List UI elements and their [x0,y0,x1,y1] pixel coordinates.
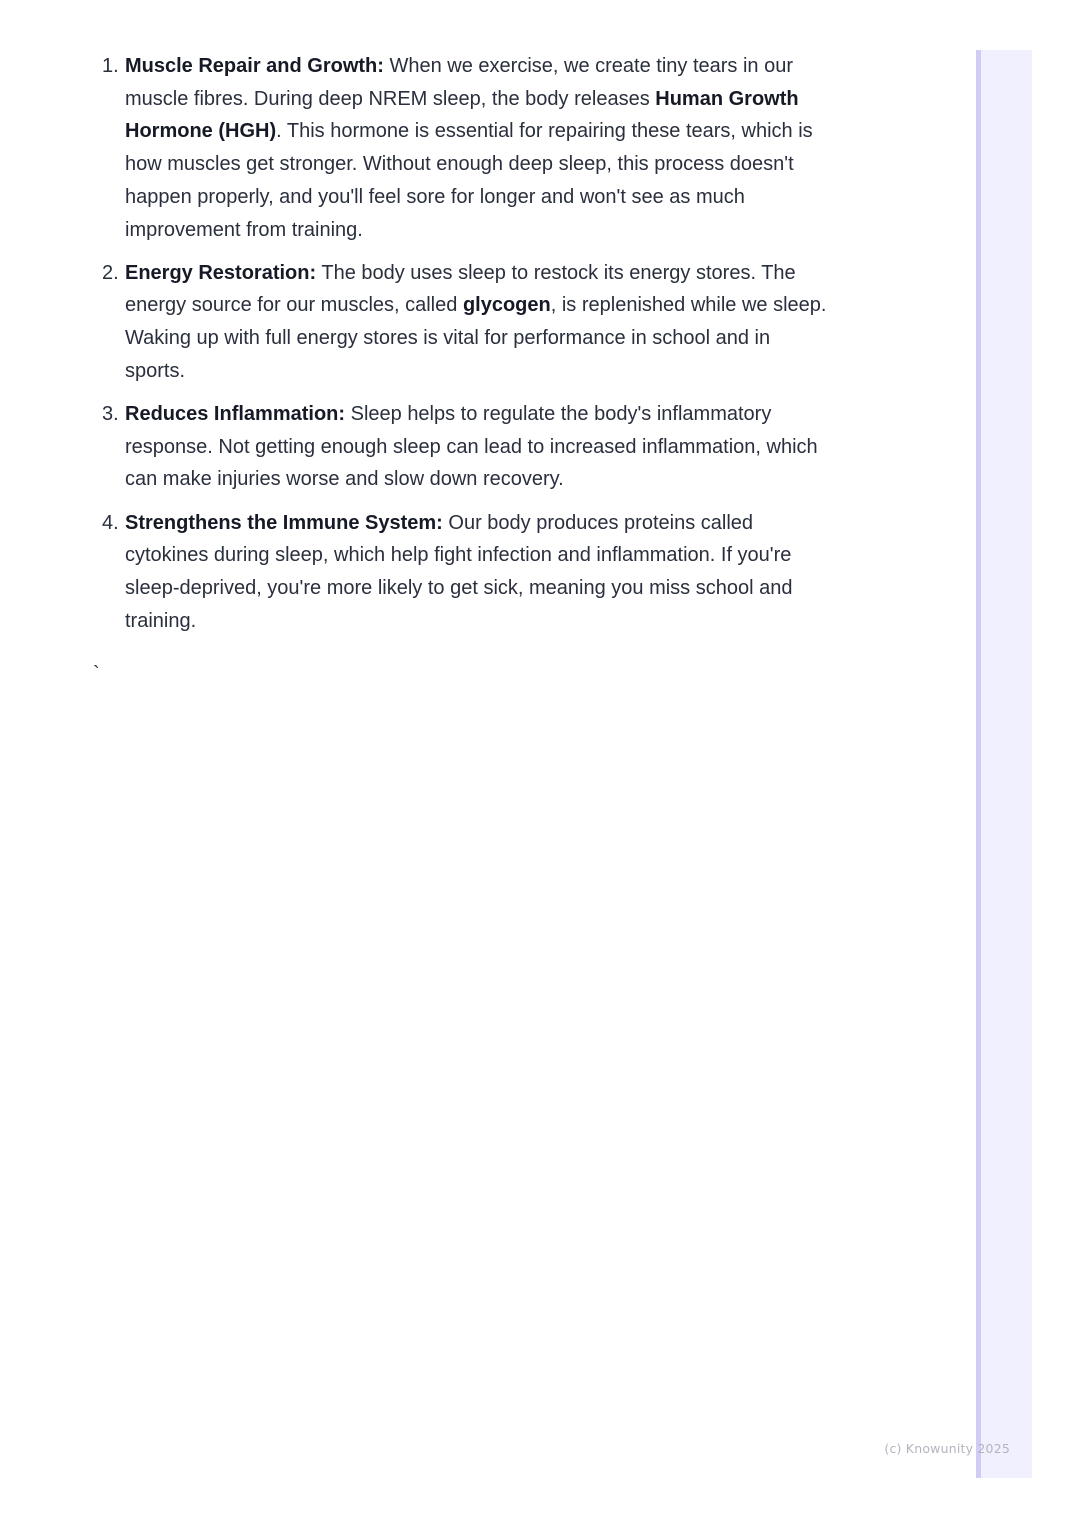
item-number: 1. [102,55,119,77]
list-item-muscle-repair [94,50,834,246]
item-title: Energy Restoration: [125,261,317,284]
item-title: Reduces Inflammation: [125,403,346,426]
stray-backtick: ` [93,663,100,685]
item-emphasis: glycogen [462,294,551,317]
list-item-reduces-inflammation [94,398,834,496]
item-title: Muscle Repair and Growth: [125,55,384,77]
item-text: When we exercise, we create tiny tears in our muscle fibres. During deep NREM sleep, the body releases [125,55,793,110]
item-title: Strengthens the Immune System: [125,511,443,534]
item-number: 4. [102,511,119,534]
list-item-energy-restoration [94,257,834,388]
item-text: , is replenished while we sleep. Waking up with full energy stores is vital for performance in school and in sports. [125,294,827,382]
numbered-list [94,50,834,637]
document-body [94,50,834,648]
item-text: Sleep helps to regulate the body's inflammatory response. Not getting enough sleep can lead to increased inflammation, which can make injuries worse and slow down recovery. [125,403,818,491]
item-text: Our body produces proteins called cytokines during sleep, which help fight infection and inflammation. If you're sleep-deprived, you're more likely to get sick, meaning you miss school and training. [125,511,793,632]
item-text: . This hormone is essential for repairing these tears, which is how muscles get stronger. Without enough deep sleep, this process doesn't happen properly, and you'll feel sore for longer and won't see as much improvement from training. [125,120,813,241]
item-text: The body uses sleep to restock its energy stores. The energy source for our muscles, called [125,261,796,317]
copyright-footer: (c) Knowunity 2025 [884,1441,1010,1456]
list-item-immune-system [94,507,834,638]
item-emphasis: Human Growth Hormone (HGH) [125,87,799,143]
item-number: 3. [102,403,119,426]
side-margin-panel [976,50,1032,1478]
item-number: 2. [102,261,119,284]
